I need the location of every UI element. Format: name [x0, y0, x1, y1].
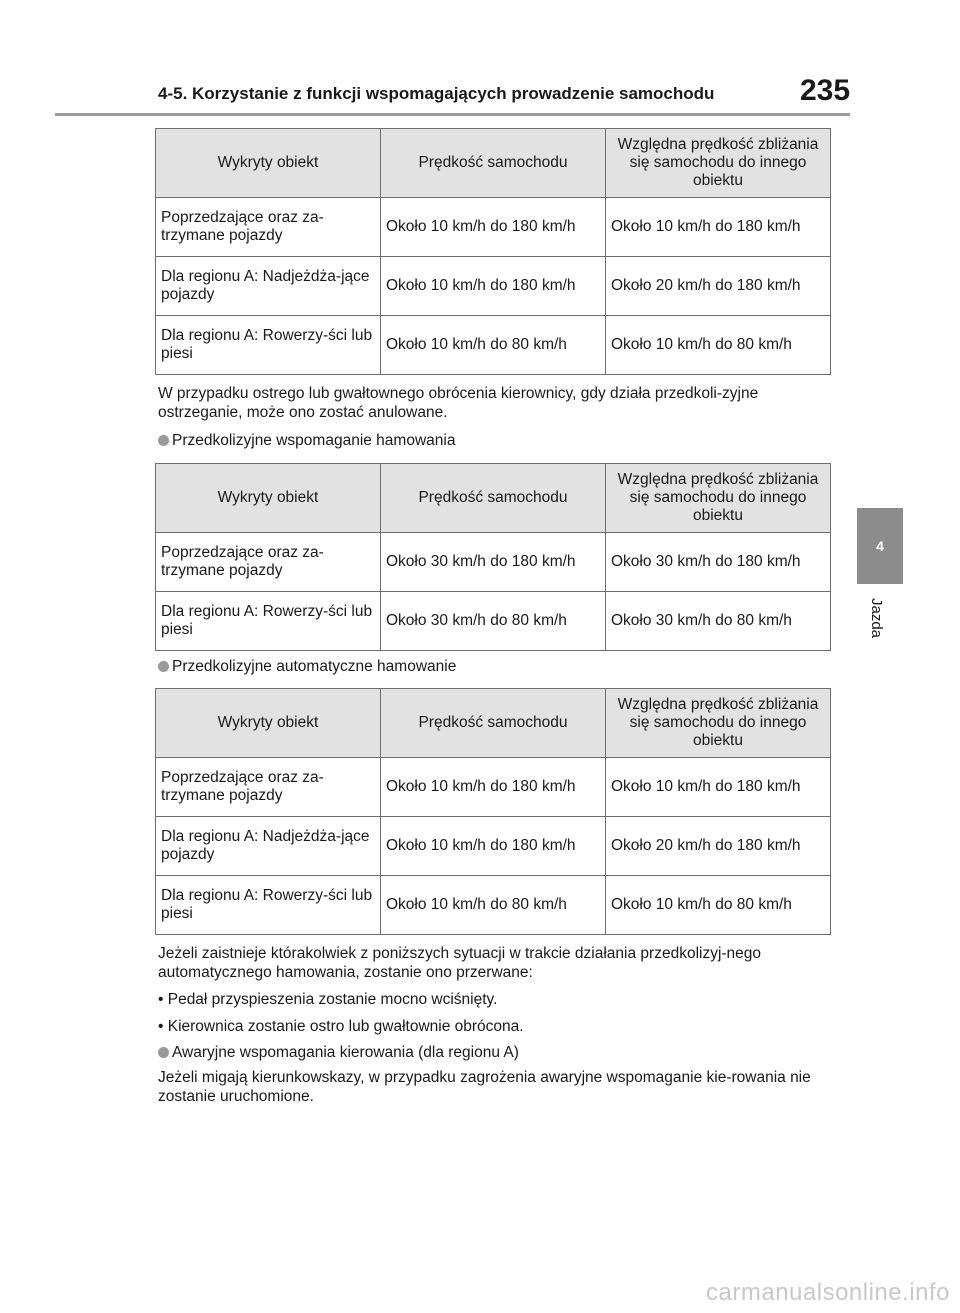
header-relative-speed: Względna prędkość zbliżania się samochodu do innego obiektu: [606, 129, 831, 198]
header-detected-object: Wykryty obiekt: [156, 689, 381, 758]
table-row: [156, 316, 831, 375]
chapter-number: 4: [876, 538, 884, 554]
table-row: [156, 817, 831, 876]
header-vehicle-speed: Prędkość samochodu: [381, 464, 606, 533]
header-detected-object: Wykryty obiekt: [156, 129, 381, 198]
paragraph-warning-cancel: W przypadku ostrego lub gwałtownego obrócenia kierownicy, gdy działa przedkoli-zyjne ostrzeganie, może ono zostać anulowane.: [158, 385, 759, 421]
table-cell: Około 10 km/h do 180 km/h: [381, 257, 606, 316]
table-row: [156, 592, 831, 651]
chapter-tab[interactable]: [857, 508, 903, 584]
table-row: [156, 533, 831, 592]
paragraph-braking-interrupt: Jeżeli zaistnieje którakolwiek z poniższych sytuacji w trakcie działania przedkolizyj-nego automatycznego hamowania, zostanie ono przerwane:: [158, 945, 762, 981]
table-header-row: [156, 464, 831, 533]
header-detected-object: Wykryty obiekt: [156, 464, 381, 533]
bullet-auto-braking: [158, 657, 456, 676]
warning-speed-table: [155, 128, 831, 375]
bullet-brake-assist: [158, 431, 455, 450]
section-title: 4-5. Korzystanie z funkcji wspomagających prowadzenie samochodu: [158, 84, 715, 103]
page-number: 235: [800, 74, 851, 107]
table-cell: Około 30 km/h do 80 km/h: [381, 592, 606, 651]
chapter-label: Jazda: [868, 598, 885, 639]
table-row: [156, 758, 831, 817]
header-relative-speed: Względna prędkość zbliżania się samochodu do innego obiektu: [606, 689, 831, 758]
table-row: [156, 198, 831, 257]
table-cell: Około 10 km/h do 180 km/h: [606, 758, 831, 817]
table-row: [156, 876, 831, 935]
table-cell: Około 30 km/h do 80 km/h: [606, 592, 831, 651]
table-cell: Około 10 km/h do 80 km/h: [381, 876, 606, 935]
header-divider: [55, 113, 850, 116]
list-item-accelerator: • Pedał przyspieszenia zostanie mocno wciśnięty.: [158, 991, 498, 1008]
table-cell: Około 10 km/h do 180 km/h: [606, 198, 831, 257]
paragraph-turn-signal: Jeżeli migają kierunkowskazy, w przypadku zagrożenia awaryjne wspomaganie kie-rowania nie zostanie uruchomione.: [158, 1069, 811, 1105]
table-cell: Poprzedzające oraz za-trzymane pojazdy: [156, 533, 381, 592]
table-cell: Poprzedzające oraz za-trzymane pojazdy: [156, 758, 381, 817]
header-relative-speed: Względna prędkość zbliżania się samochodu do innego obiektu: [606, 464, 831, 533]
bullet-text: Awaryjne wspomagania kierowania (dla regionu A): [172, 1044, 519, 1061]
header-vehicle-speed: Prędkość samochodu: [381, 129, 606, 198]
table-cell: Około 10 km/h do 180 km/h: [381, 817, 606, 876]
table-header-row: [156, 689, 831, 758]
bullet-text: Przedkolizyjne automatyczne hamowanie: [172, 658, 457, 675]
bullet-dot-icon: [158, 435, 169, 446]
table-header-row: [156, 129, 831, 198]
table-cell: Około 10 km/h do 80 km/h: [381, 316, 606, 375]
bullet-emergency-steering: [158, 1043, 519, 1062]
table-cell: Dla regionu A: Rowerzy-ści lub piesi: [156, 876, 381, 935]
table-cell: Około 30 km/h do 180 km/h: [381, 533, 606, 592]
table-cell: Dla regionu A: Nadjeżdża-jące pojazdy: [156, 817, 381, 876]
table-row: [156, 257, 831, 316]
list-item-steering: • Kierownica zostanie ostro lub gwałtownie obrócona.: [158, 1018, 524, 1035]
table-cell: Około 20 km/h do 180 km/h: [606, 257, 831, 316]
table-cell: Około 10 km/h do 180 km/h: [381, 758, 606, 817]
table-cell: Około 20 km/h do 180 km/h: [606, 817, 831, 876]
table-cell: Dla regionu A: Nadjeżdża-jące pojazdy: [156, 257, 381, 316]
bullet-dot-icon: [158, 661, 169, 672]
table-cell: Około 10 km/h do 80 km/h: [606, 876, 831, 935]
header-vehicle-speed: Prędkość samochodu: [381, 689, 606, 758]
table-cell: Około 10 km/h do 80 km/h: [606, 316, 831, 375]
table-cell: Około 10 km/h do 180 km/h: [381, 198, 606, 257]
table-cell: Poprzedzające oraz za-trzymane pojazdy: [156, 198, 381, 257]
table-cell: Dla regionu A: Rowerzy-ści lub piesi: [156, 316, 381, 375]
watermark: carmanualsonline.info: [706, 1279, 950, 1306]
bullet-text: Przedkolizyjne wspomaganie hamowania: [172, 432, 456, 449]
brake-assist-speed-table: [155, 463, 831, 651]
auto-braking-speed-table: [155, 688, 831, 935]
table-cell: Około 30 km/h do 180 km/h: [606, 533, 831, 592]
table-cell: Dla regionu A: Rowerzy-ści lub piesi: [156, 592, 381, 651]
bullet-dot-icon: [158, 1047, 169, 1058]
